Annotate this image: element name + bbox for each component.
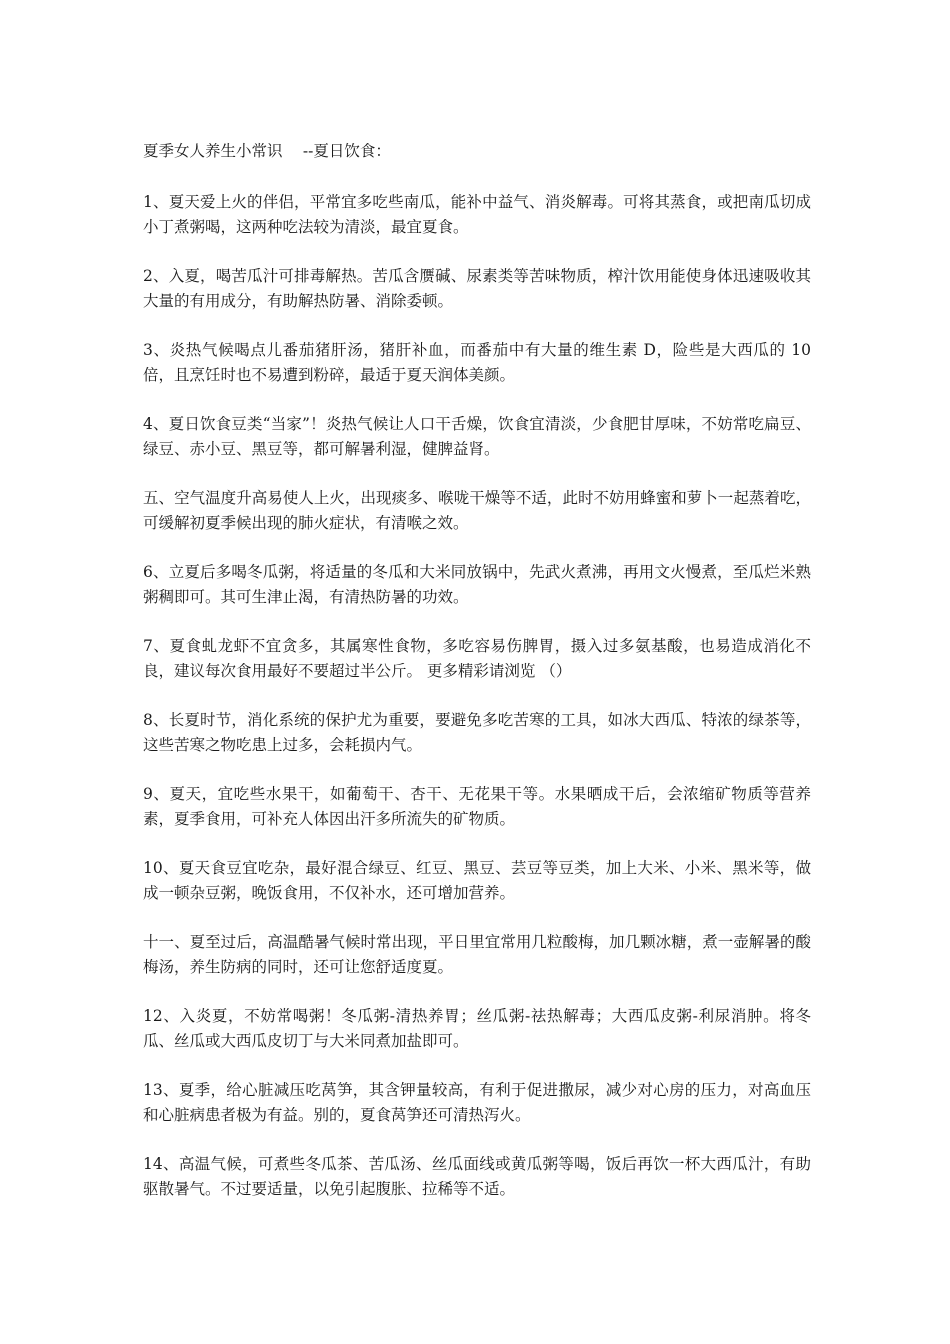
paragraph-3: 3、炎热气候喝点儿番茄猪肝汤，猪肝补血，而番茄中有大量的维生素 D，险些是大西瓜的 10 倍，且烹饪时也不易遭到粉碎，最适于夏天润体美颜。 <box>143 341 811 384</box>
paragraph-13: 13、夏季，给心脏减压吃莴笋，其含钾量较高，有利于促进撒尿，减少对心房的压力，对高血压和心脏病患者极为有益。别的，夏食莴笋还可清热泻火。 <box>143 1081 811 1124</box>
paragraph-11: 十一、夏至过后，高温酷暑气候时常出现，平日里宜常用几粒酸梅，加几颗冰糖，煮一壶解暑的酸梅汤，养生防病的同时，还可让您舒适度夏。 <box>143 933 811 976</box>
paragraph-5: 五、空气温度升高易使人上火，出现痰多、喉咙干燥等不适，此时不妨用蜂蜜和萝卜一起蒸着吃，可缓解初夏季候出现的肺火症状，有清喉之效。 <box>143 489 811 532</box>
document-title: 夏季女人养生小常识 --夏日饮食： <box>143 142 391 160</box>
paragraph-8: 8、长夏时节，消化系统的保护尤为重要，要避免多吃苦寒的工具，如冰大西瓜、特浓的绿茶等，这些苦寒之物吃患上过多，会耗损内气。 <box>143 711 811 754</box>
paragraph-7: 7、夏食虬龙虾不宜贪多，其属寒性食物，多吃容易伤脾胃，摄入过多氨基酸，也易造成消化不良，建议每次食用最好不要超过半公斤。 更多精彩请浏览 （） <box>143 637 811 680</box>
paragraph-1: 1、夏天爱上火的伴侣，平常宜多吃些南瓜，能补中益气、消炎解毒。可将其蒸食，或把南瓜切成小丁煮粥喝，这两种吃法较为清淡，最宜夏食。 <box>143 193 811 236</box>
paragraph-12: 12、入炎夏，不妨常喝粥！冬瓜粥-清热养胃；丝瓜粥-祛热解毒；大西瓜皮粥-利尿消肿。将冬瓜、丝瓜或大西瓜皮切丁与大米同煮加盐即可。 <box>143 1007 811 1050</box>
paragraph-10: 10、夏天食豆宜吃杂，最好混合绿豆、红豆、黑豆、芸豆等豆类，加上大米、小米、黑米等，做成一顿杂豆粥，晚饭食用，不仅补水，还可增加营养。 <box>143 859 811 902</box>
paragraph-9: 9、夏天，宜吃些水果干，如葡萄干、杏干、无花果干等。水果晒成干后，会浓缩矿物质等营养素，夏季食用，可补充人体因出汗多所流失的矿物质。 <box>143 785 811 828</box>
paragraph-2: 2、入夏，喝苦瓜汁可排毒解热。苦瓜含赝碱、尿素类等苦味物质，榨汁饮用能使身体迅速吸收其大量的有用成分，有助解热防暑、消除委顿。 <box>143 267 811 310</box>
document-page <box>143 139 811 1226</box>
paragraph-14: 14、高温气候，可煮些冬瓜茶、苦瓜汤、丝瓜面线或黄瓜粥等喝，饭后再饮一杯大西瓜汁，有助驱散暑气。不过要适量，以免引起腹胀、拉稀等不适。 <box>143 1155 811 1198</box>
paragraph-6: 6、立夏后多喝冬瓜粥，将适量的冬瓜和大米同放锅中，先武火煮沸，再用文火慢煮，至瓜烂米熟粥稠即可。其可生津止渴，有清热防暑的功效。 <box>143 563 811 606</box>
paragraph-4: 4、夏日饮食豆类“当家”！炎热气候让人口干舌燥，饮食宜清淡，少食肥甘厚味，不妨常吃扁豆、绿豆、赤小豆、黑豆等，都可解暑利湿，健脾益肾。 <box>143 415 811 458</box>
